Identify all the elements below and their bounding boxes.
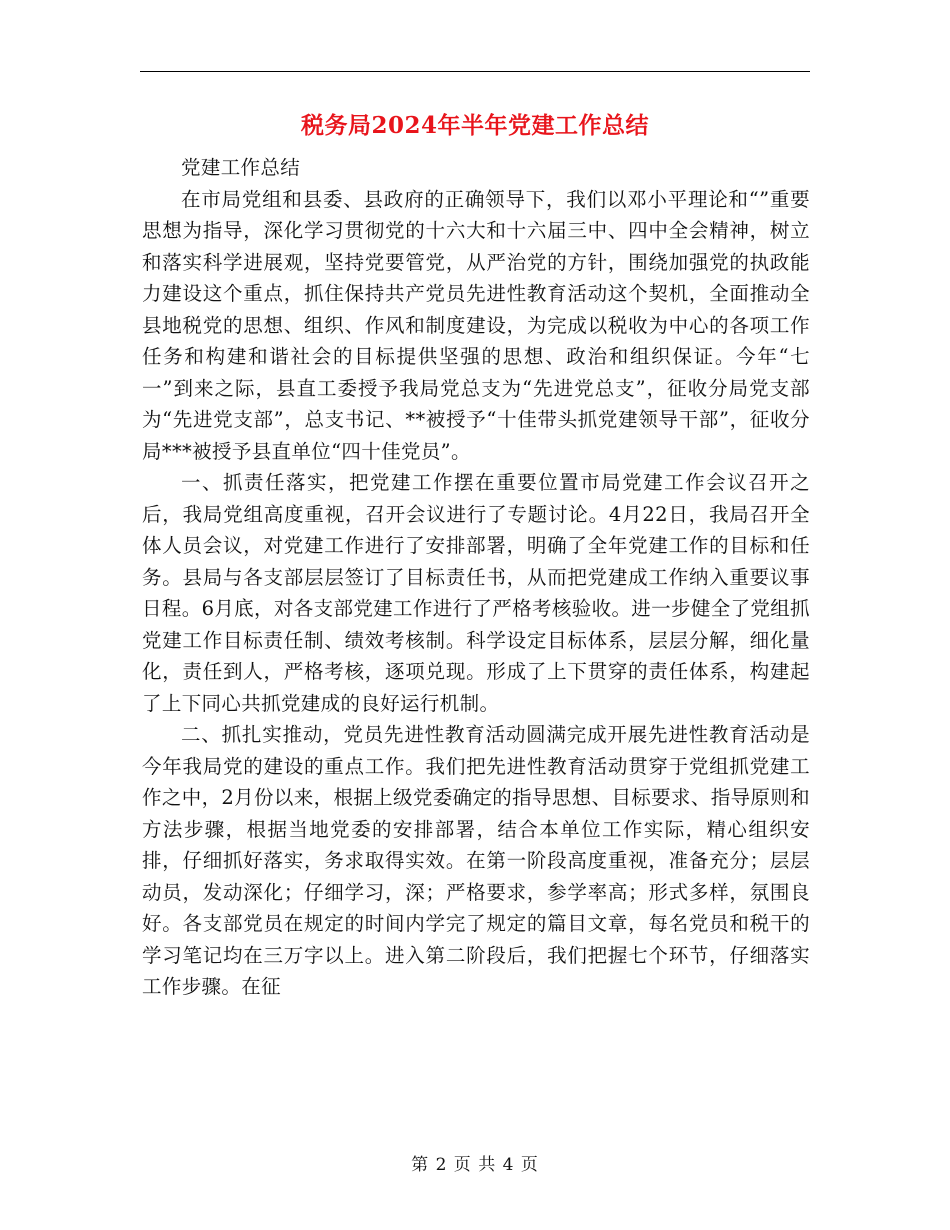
header-rule [140, 71, 810, 72]
paragraph-section-1: 一、抓责任落实，把党建工作摆在重要位置市局党建工作会议召开之后，我局党组高度重视，召开会议进行了专题讨论。4月22日，我局召开全体人员会议，对党建工作进行了安排部署，明确了全年党建工作的目标和任务。县局与各支部层层签订了目标责任书，从而把党建成工作纳入重要议事日程。6月底，对各支部党建工作进行了严格考核验收。进一步健全了党组抓党建工作目标责任制、绩效考核制。科学设定目标体系，层层分解，细化量化，责任到人，严格考核，逐项兑现。形成了上下贯穿的责任体系，构建起了上下同心共抓党建成的良好运行机制。 [142, 471, 810, 715]
paragraph-section-2: 二、抓扎实推动，党员先进性教育活动圆满完成开展先进性教育活动是今年我局党的建设的重点工作。我们把先进性教育活动贯穿于党组抓党建工作之中，2月份以来，根据上级党委确定的指导思想、目标要求、指导原则和方法步骤，根据当地党委的安排部署，结合本单位工作实际，精心组织安排，仔细抓好落实，务求取得实效。在第一阶段高度重视，准备充分；层层动员，发动深化；仔细学习，深；严格要求，参学率高；形式多样，氛围良好。各支部党员在规定的时间内学完了规定的篇目文章，每名党员和税干的学习笔记均在三万字以上。进入第二阶段后，我们把握七个环节，仔细落实工作步骤。在征 [142, 723, 810, 998]
document-body [142, 152, 810, 1003]
paragraph-intro: 在市局党组和县委、县政府的正确领导下，我们以邓小平理论和“”重要思想为指导，深化学习贯彻党的十六大和十六届三中、四中全会精神，树立和落实科学进展观，坚持党要管党，从严治党的方针，围绕加强党的执政能力建设这个重点，抓住保持共产党员先进性教育活动这个契机，全面推动全县地税党的思想、组织、作风和制度建设，为完成以税收为中心的各项工作任务和构建和谐社会的目标提供坚强的思想、政治和组织保证。今年“七一”到来之际，县直工委授予我局党总支为“先进党总支”，征收分局党支部为“先进党支部”，总支书记、**被授予“十佳带头抓党建领导干部”，征收分局***被授予县直单位“四十佳党员”。 [142, 187, 810, 463]
document-title: 税务局2024年半年党建工作总结 [300, 112, 649, 139]
paragraph-heading: 党建工作总结 [181, 156, 301, 179]
page-number-footer: 第 2 页 共 4 页 [411, 1155, 539, 1175]
